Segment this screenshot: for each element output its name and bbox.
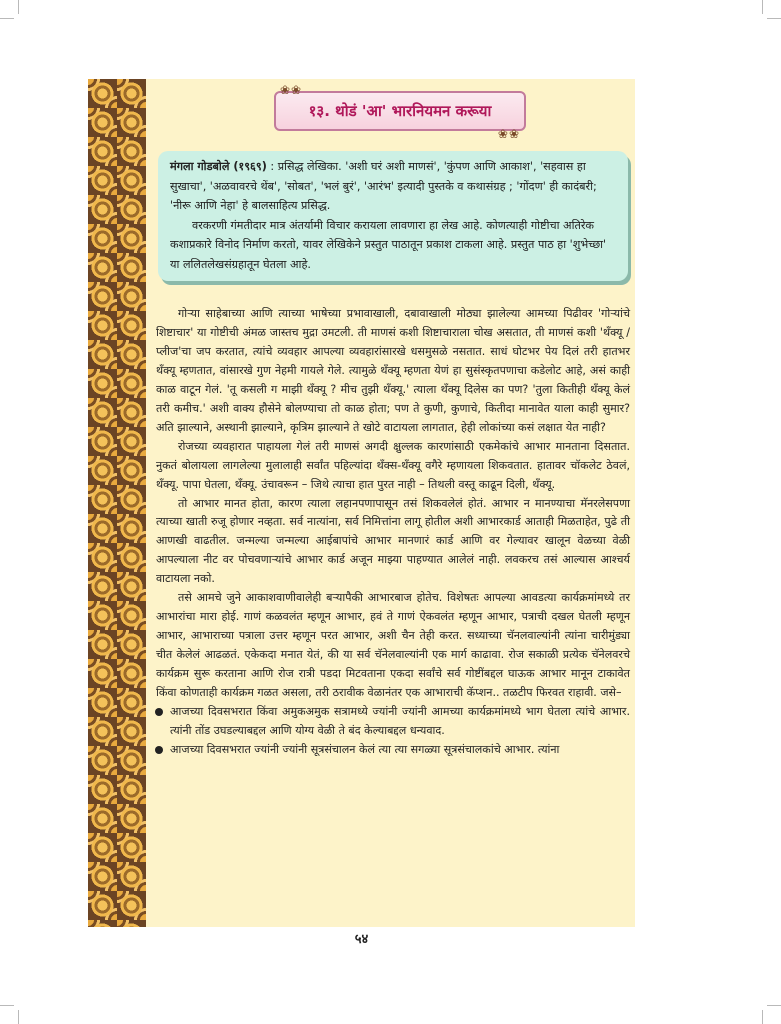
author-intro: [170, 157, 616, 216]
bullet-icon: [155, 746, 163, 754]
textbook-page: [88, 79, 635, 927]
paragraph: तसे आमचे जुने आकाशवाणीवालेही बऱ्यापैकी आभारबाज होतेच. विशेषतः आपल्या आवडत्या कार्यक्रमांमध्ये तर आभारांचा मारा होई. गाणं कळवलंत म्हणून आभार, हवं ते गाणं ऐकवलंत म्हणून आभार, पत्राची दखल घेतली म्हणून आभार, आभाराच्या पत्राला उत्तर म्हणून परत आभार, अशी चैन तेही करत. सध्याच्या चॅनलवाल्यांनी त्यांना चारीमुंड्या चीत केलेलं आढळतं. एकेकदा मनात येतं, की या सर्व चॅनेलवाल्यांनी एक मार्ग काढावा. रोज सकाळी प्रत्येक चॅनेलवरचे कार्यक्रम सुरू करताना आणि रोज रात्री पडदा मिटवताना एकदा सर्वांचे सर्व गोष्टींबद्दल घाऊक आभार मानून टाकावेत किंवा कोणताही कार्यक्रम गळत असला, तरी ठरावीक वेळानंतर एक आभाराची कॅप्शन.. तळटीप फिरवत राहावी. जसे–: [156, 591, 630, 700]
decorative-border-strip: [88, 79, 146, 927]
flourish-left-icon: ❀❀: [280, 83, 303, 97]
chapter-title: १३. थोडं 'आ' भारनियमन करूया: [308, 102, 492, 120]
crop-mark: [767, 18, 781, 19]
crop-mark: [762, 1010, 763, 1024]
crop-mark: [762, 0, 763, 14]
flourish-right-icon: ❀❀: [497, 127, 520, 141]
paragraph: तो आभार मानत होता, कारण त्याला लहानपणापासून तसं शिकवलेलं होतं. आभार न मानण्याचा मॅनरलेसपणा त्याच्या खाती रुजू होणार नव्हता. सर्व नात्यांना, सर्व निमित्तांना लागू होतील अशी आभारकार्ड आताही मिळताहेत, पुढे ती आणखी वाढतील. जन्मल्या जन्मल्या आईबापांचे आभार मानणारं कार्ड आणि वर गेल्यावर खालून वेळच्या वेळी आपल्याला नीट वर पोचवणाऱ्यांचे आभार कार्ड अजून माझ्या पाहण्यात आलेलं नाही. लवकरच तसं आल्यास आश्चर्य वाटायला नको.: [156, 496, 630, 586]
bullet-item: [156, 703, 630, 741]
crop-mark: [18, 1010, 19, 1024]
lesson-summary: वरकरणी गंमतीदार मात्र अंतर्यामी विचार करायला लावणारा हा लेख आहे. कोणत्याही गोष्टीचा अतिरेक कशाप्रकारे विनोद निर्माण करतो, यावर लेखिकेने प्रस्तुत पाठातून प्रकाश टाकला आहे. प्रस्तुत पाठ हा 'शुभेच्छा' या ललितलेखसंग्रहातून घेतला आहे.: [170, 218, 607, 271]
crop-mark: [0, 18, 14, 19]
bullet-text: आजच्या दिवसभरात किंवा अमुकअमुक सत्रामध्ये ज्यांनी ज्यांनी आमच्या कार्यक्रमांमध्ये भाग घेतला त्यांचे आभार. त्यांनी तोंड उघडल्याबद्दल आणि योग्य वेळी ते बंद केल्याबद्दल धन्यवाद.: [170, 705, 630, 737]
paragraph: गोऱ्या साहेबाच्या आणि त्याच्या भाषेच्या प्रभावाखाली, दबावाखाली मोठ्या झालेल्या आमच्या पिढीवर 'गोऱ्यांचे शिष्टाचार' या गोष्टीची अंमळ जास्तच मुद्रा उमटली. ती माणसं कशी शिष्टाचाराला चोख असतात, ती माणसं कशी 'थँक्यू /प्लीज'चा जप करतात, त्यांचे व्यवहार आपल्या व्यवहारांसारखे धसमुसळे नसतात. साधं घोटभर पेय दिलं तरी हातभर थँक्यू म्हणतात, वांसारखे गुण नेहमी गायले गेले. त्यामुळे थँक्यू म्हणता येणं हा सुसंस्कृतपणाचा कडेलोट आहे, असं काही काळ वाटून गेलं. 'तू कसली ग माझी थँक्यू ? मीच तुझी थँक्यू.' त्याला थँक्यू दिलेस का पण? 'तुला कितीही थँक्यू केलं तरी कमीच.' अशी वाक्य हौसेने बोलण्याचा तो काळ होता; पण ते कुणी, कुणाचे, कितीदा मानावेत याला काही सुमार? अति झाल्याने, अस्थानी झाल्याने, कृत्रिम झाल्याने ते खोटे वाटायला लागतात, हेही लोकांच्या कसं लक्षात येत नाही?: [156, 307, 630, 434]
bullet-item: [156, 741, 630, 760]
crop-mark: [0, 1005, 14, 1006]
page-number: ५४: [354, 932, 369, 947]
bullet-icon: [155, 708, 163, 716]
bullet-text: आजच्या दिवसभरात ज्यांनी ज्यांनी सूत्रसंचालन केलं त्या त्या सगळ्या सूत्रसंचालकांचे आभार. त्यांना: [170, 742, 560, 756]
crop-mark: [18, 0, 19, 14]
chapter-title-banner: [274, 83, 526, 141]
author-name: मंगला गोडबोले (१९६९): [170, 160, 267, 173]
author-intro-text: : प्रसिद्ध लेखिका. 'अशी घरं अशी माणसं', 'कुंपण आणि आकाश', 'सहवास हा सुखाचा', 'अळवावरचे थेंब', 'सोबत', 'भलं बुरं', 'आरंभ' इत्यादी पुस्तके व कथासंग्रह ; 'गोंदण' ही कादंबरी; 'नीरू आणि नेहा' हे बालसाहित्य प्रसिद्ध.: [170, 160, 597, 212]
author-intro-box: [158, 151, 628, 281]
paragraph: रोजच्या व्यवहारात पाहायला गेलं तरी माणसं अगदी क्षुल्लक कारणांसाठी एकमेकांचे आभार मानताना दिसतात. नुकतं बोलायला लागलेल्या मुलालाही सर्वांत पहिल्यांदा थँक्स-थँक्यू वगैरे म्हणायला शिकवतात. हातावर चॉकलेट ठेवलं, थँक्यू. पापा घेतला, थँक्यू. उंचावरून – जिथे त्याचा हात पुरत नाही – तिथली वस्तू काढून दिली, थँक्यू.: [156, 439, 630, 491]
lesson-body: [156, 305, 630, 760]
crop-mark: [767, 1005, 781, 1006]
